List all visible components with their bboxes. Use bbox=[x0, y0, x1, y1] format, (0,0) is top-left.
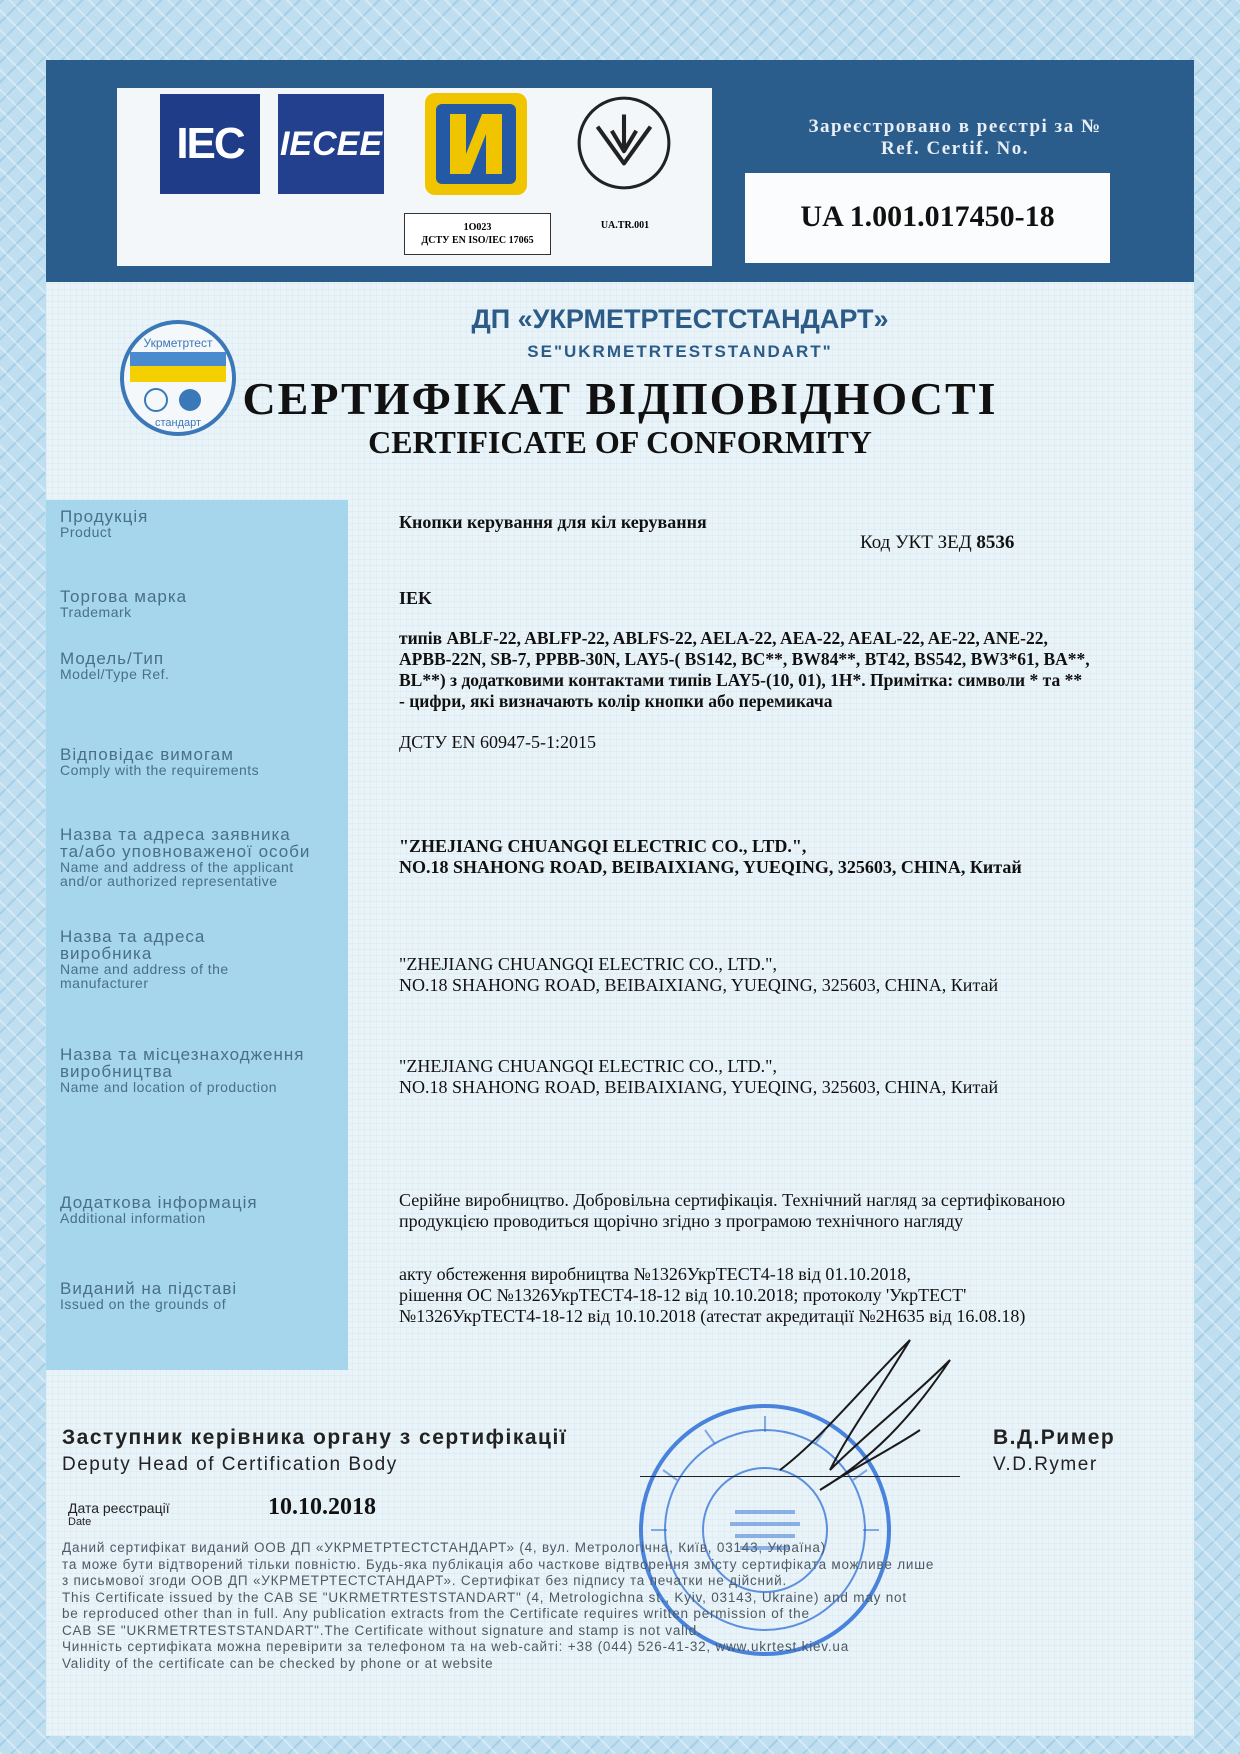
production-label-en: Name and location of production bbox=[60, 1079, 278, 1095]
production-value bbox=[399, 1056, 1139, 1098]
production-label-ua-2: виробництва bbox=[60, 1062, 173, 1081]
ukrmetrtest-logo-icon bbox=[118, 318, 238, 438]
product-value: Кнопки керування для кіл керування bbox=[399, 512, 707, 532]
footer-line: та може бути відтворений тільки повністю. Будь-яка публікація або часткове відтворення змісту сертифіката можливе лише bbox=[62, 1556, 935, 1572]
organization-name-ua: ДП «УКРМЕТРТЕСТСТАНДАРТ» bbox=[471, 304, 889, 334]
grounds-label bbox=[60, 1280, 350, 1311]
registry-label-en: Ref. Certif. No. bbox=[881, 138, 1029, 159]
date-label-ua: Дата реєстрації bbox=[68, 1500, 170, 1516]
product-code-label: Код УКТ ЗЕД bbox=[860, 532, 977, 553]
trident-conformity-mark-icon bbox=[573, 92, 675, 194]
accreditation-box bbox=[404, 213, 551, 255]
additional-label-ua: Додаткова інформація bbox=[60, 1193, 258, 1212]
additional-label bbox=[60, 1194, 350, 1225]
additional-line-2: продукцією проводиться щорічно згідно з програмою технічного нагляду bbox=[399, 1211, 964, 1231]
model-value bbox=[399, 628, 1139, 712]
product-label-ua: Продукція bbox=[60, 507, 149, 526]
additional-line-1: Серійне виробництво. Добровільна сертифікація. Технічний нагляд за сертифікованою bbox=[399, 1190, 1066, 1210]
model-label-ua: Модель/Тип bbox=[60, 649, 165, 668]
grounds-label-ua: Виданий на підставі bbox=[60, 1279, 238, 1298]
grounds-label-en: Issued on the grounds of bbox=[60, 1296, 227, 1312]
production-line-2: NO.18 SHAHONG ROAD, BEIBAIXIANG, YUEQING, 325603, CHINA, Китай bbox=[399, 1077, 999, 1097]
footer-line: Чинність сертифіката можна перевірити за телефоном та на web-сайті: +38 (044) 526-41-32, www.ukrtest.kiev.ua bbox=[62, 1639, 850, 1654]
trademark-label-en: Trademark bbox=[60, 604, 132, 620]
model-line: APBB-22N, SB-7, PPBB-30N, LAY5-( BS142, BC**, BW84**, BT42, BS542, BW3*61, BA**, bbox=[399, 649, 1090, 669]
signatory-position-en: Deputy Head of Certification Body bbox=[62, 1454, 398, 1475]
logo-text-top: Укрметртест bbox=[143, 336, 213, 350]
footer-notice bbox=[62, 1540, 1172, 1672]
manufacturer-line-2: NO.18 SHAHONG ROAD, BEIBAIXIANG, YUEQING, 325603, CHINA, Китай bbox=[399, 975, 999, 995]
registry-label bbox=[745, 116, 1165, 160]
signatory-name-ua: В.Д.Ример bbox=[993, 1426, 1116, 1449]
signatory-name-en: V.D.Rymer bbox=[993, 1454, 1098, 1475]
applicant-line-2: NO.18 SHAHONG ROAD, BEIBAIXIANG, YUEQING, 325603, CHINA, Китай bbox=[399, 857, 1022, 877]
grounds-line-2: рішення ОС №1326УкрТЕСТ4-18-12 від 10.10.2018; протоколу 'УкрТЕСТ' bbox=[399, 1285, 967, 1305]
applicant-line-1: "ZHEJIANG CHUANGQI ELECTRIC CO., LTD.", bbox=[399, 836, 807, 856]
footer-line: з письмової згоди ООВ ДП «УКРМЕТРТЕСТСТАНДАРТ». Сертифікат без підпису та печатки не дійсний. bbox=[62, 1573, 788, 1588]
grounds-line-1: акту обстеження виробництва №1326УкрТЕСТ4-18 від 01.10.2018, bbox=[399, 1264, 911, 1284]
manufacturer-label-ua-2: виробника bbox=[60, 944, 153, 963]
model-line: типів ABLF-22, ABLFP-22, ABLFS-22, AELA-22, AEA-22, AEAL-22, AE-22, ANE-22, bbox=[399, 628, 1048, 648]
applicant-label-en-1: Name and address of the applicant bbox=[60, 859, 294, 875]
signature-line bbox=[640, 1476, 960, 1477]
applicant-label-en-2: and/or authorized representative bbox=[60, 873, 278, 889]
ref-number: UA 1.001.017450-18 bbox=[800, 200, 1055, 233]
logo-text-bottom: стандарт bbox=[154, 417, 202, 429]
model-line: - цифри, які визначають колір кнопки або перемикача bbox=[399, 691, 833, 711]
trademark-value: IEK bbox=[399, 588, 433, 608]
applicant-label-ua-2: та/або уповноваженої особи bbox=[60, 842, 311, 861]
requirements-label-ua: Відповідає вимогам bbox=[60, 745, 234, 764]
manufacturer-line-1: "ZHEJIANG CHUANGQI ELECTRIC CO., LTD.", bbox=[399, 954, 778, 974]
production-label-ua-1: Назва та місцезнаходження bbox=[60, 1045, 305, 1064]
applicant-label bbox=[60, 826, 350, 888]
accreditation-number: 1О023 bbox=[463, 222, 492, 233]
additional-value bbox=[399, 1190, 1139, 1232]
footer-line: Даний сертифікат виданий ООВ ДП «УКРМЕТРТЕСТСТАНДАРТ» (4, вул. Метрологічна, Київ, 03143, Україна) bbox=[62, 1540, 827, 1555]
registry-label-ua: Зареєстровано в реєстрі за № bbox=[808, 116, 1102, 137]
product-code-value: 8536 bbox=[976, 532, 1015, 553]
iecee-logo: IECEE bbox=[278, 94, 384, 194]
grounds-line-3: №1326УкрТЕСТ4-18-12 від 10.10.2018 (атестат акредитації №2Н635 від 16.08.18) bbox=[399, 1306, 1026, 1326]
manufacturer-label-en-1: Name and address of the bbox=[60, 961, 229, 977]
footer-line: CAB SE "UKRMETRTESTSTANDART".The Certificate without signature and stamp is not valid. bbox=[62, 1622, 702, 1638]
manufacturer-label bbox=[60, 928, 350, 990]
certificate-title-en: CERTIFICATE OF CONFORMITY bbox=[368, 424, 872, 460]
requirements-value: ДСТУ EN 60947-5-1:2015 bbox=[399, 732, 597, 752]
product-label-en: Product bbox=[60, 524, 112, 540]
product-label bbox=[60, 508, 350, 539]
manufacturer-value bbox=[399, 954, 1139, 996]
production-label bbox=[60, 1046, 350, 1094]
product-code bbox=[860, 532, 1014, 554]
requirements-label bbox=[60, 746, 350, 777]
footer-line: be reproduced other than in full. Any publication extracts from the Certificate requires written permission of the bbox=[62, 1606, 810, 1621]
model-line: BL**) з додатковими контактами типів LAY5-(10, 01), 1H*. Примітка: символи * та ** bbox=[399, 670, 1083, 690]
footer-line: This Certificate issued by the CAB SE "UKRMETRTESTSTANDART" (4, Metrologichna st., Kyiv, 03143, Ukraine) and may not bbox=[62, 1589, 907, 1605]
model-label bbox=[60, 650, 350, 681]
registration-date: 10.10.2018 bbox=[268, 1494, 376, 1520]
requirements-label-en: Comply with the requirements bbox=[60, 762, 260, 778]
manufacturer-label-en-2: manufacturer bbox=[60, 975, 149, 991]
model-label-en: Model/Type Ref. bbox=[60, 666, 170, 682]
production-line-1: "ZHEJIANG CHUANGQI ELECTRIC CO., LTD.", bbox=[399, 1056, 778, 1076]
additional-label-en: Additional information bbox=[60, 1210, 206, 1226]
footer-line: Validity of the certificate can be checked by phone or at website bbox=[62, 1655, 494, 1671]
organization-name-en: SE"UKRMETRTESTSTANDART" bbox=[527, 342, 833, 361]
date-label-en: Date bbox=[68, 1516, 92, 1528]
applicant-label-ua-1: Назва та адреса заявника bbox=[60, 825, 291, 844]
manufacturer-label-ua-1: Назва та адреса bbox=[60, 927, 206, 946]
signatory-position-ua: Заступник керівника органу з сертифікації bbox=[62, 1426, 568, 1449]
trademark-label-ua: Торгова марка bbox=[60, 587, 188, 606]
iec-logo: IEC bbox=[160, 94, 260, 194]
grounds-value bbox=[399, 1264, 1139, 1327]
certificate-title-ua: СЕРТИФІКАТ ВІДПОВІДНОСТІ bbox=[242, 373, 998, 424]
ua-tr-code: UA.TR.001 bbox=[600, 220, 650, 231]
trademark-label bbox=[60, 588, 350, 619]
handwritten-signature bbox=[760, 1320, 970, 1520]
ukraine-conformity-mark-icon bbox=[425, 93, 527, 195]
accreditation-standard: ДСТУ EN ISO/IEC 17065 bbox=[421, 235, 534, 246]
applicant-value bbox=[399, 836, 1139, 878]
